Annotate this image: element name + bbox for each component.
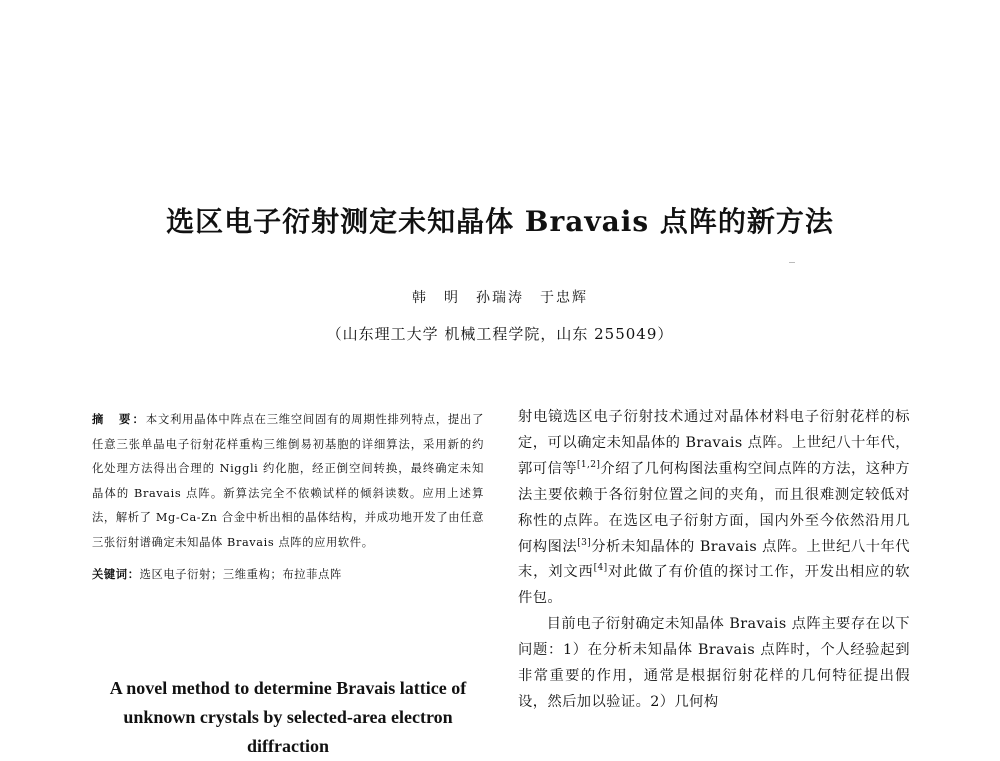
english-title: A novel method to determine Bravais lattice of unknown crystals by selected-area electron diffraction	[109, 678, 467, 756]
scan-mark	[789, 262, 795, 263]
body-p1-text-b: 介绍了几何构图法重构空间点阵的方法，这种方法主要依赖于各衍射位置之间的夹角，而且很难测定较低对称性的点阵。在选区电子衍射方面，国内外至今依然沿用几何构图法	[518, 460, 910, 555]
citation-ref: [4]	[593, 563, 608, 574]
body-p1-text-c: 分析未知晶体的 Bravais 点阵。上世纪八十年代末，刘文西	[518, 538, 910, 581]
paper-title: 选区电子衍射测定未知晶体 Bravais 点阵的新方法	[166, 205, 834, 238]
citation-ref: [3]	[577, 537, 592, 548]
body-p1-text-a: 射电镜选区电子衍射技术通过对晶体材料电子衍射花样的标定，可以确定未知晶体的 Bravais 点阵。上世纪八十年代，郭可信等	[518, 409, 910, 477]
keywords	[92, 562, 484, 587]
right-column	[518, 405, 910, 716]
left-column	[92, 407, 484, 587]
keywords-label: 关键词：	[92, 566, 140, 581]
abstract-text: 本文利用晶体中阵点在三维空间固有的周期性排列特点，提出了任意三张单晶电子衍射花样重构三维倒易初基胞的详细算法，采用新的约化处理方法得出合理的 Niggli 约化胞，经正倒空间转换，最终确定未知晶体的 Bravais 点阵。新算法完全不依赖试样的倾斜读数。应用上述算法，解析了 Mg-Ca-Zn 合金中析出相的晶体结构，并成功地开发了由任意三张衍射谱确定未知晶体 Bravais 点阵的应用软件。	[92, 413, 484, 549]
abstract-label: 摘 要：	[92, 412, 146, 426]
body-paragraph-1	[518, 405, 910, 612]
keywords-text: 选区电子衍射；三维重构；布拉菲点阵	[139, 567, 342, 581]
abstract	[92, 407, 484, 556]
author-list: 韩 明 孙瑞涛 于忠辉	[412, 290, 588, 306]
body-paragraph-2: 目前电子衍射确定未知晶体 Bravais 点阵主要存在以下问题：1）在分析未知晶体 Bravais 点阵时，个人经验起到非常重要的作用，通常是根据衍射花样的几何特征提出假设，然后加以验证。2）几何构	[518, 616, 910, 710]
body-p1-text-d: 对此做了有价值的探讨工作，开发出相应的软件包。	[518, 564, 910, 607]
affiliation: （山东理工大学 机械工程学院，山东 255049）	[326, 325, 674, 343]
citation-ref: [1,2]	[576, 459, 601, 470]
